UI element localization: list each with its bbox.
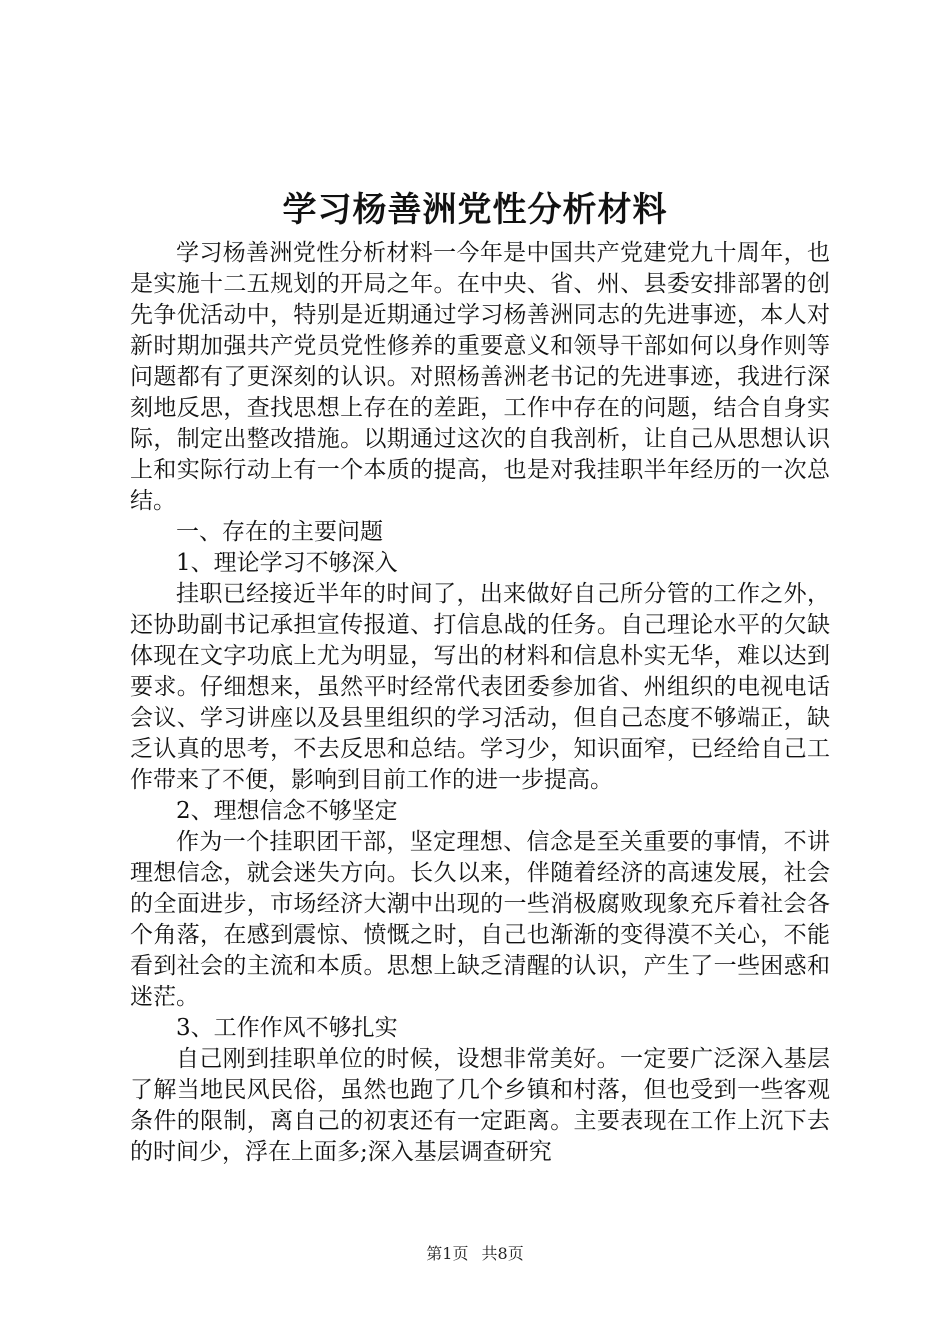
- section-heading-problems: 一、存在的主要问题: [176, 519, 383, 545]
- subheading-work-style: 3、工作作风不够扎实: [176, 1015, 398, 1041]
- paragraph-ideals-belief: 作为一个挂职团干部，坚定理想、信念是至关重要的事情，不讲理想信念，就会迷失方向。长久以来，伴随着经济的高速发展，社会的全面进步，市场经济大潮中出现的一些消极腐败现象充斥着社会各个角落，在感到震惊、愤慨之时，自己也渐渐的变得漠不关心，不能看到社会的主流和本质。思想上缺乏清醒的认识，产生了一些困惑和迷茫。: [130, 829, 830, 1010]
- page-number-total: 共8页: [481, 1244, 524, 1263]
- page-footer: [0, 1243, 950, 1265]
- page-number-current: 第1页: [426, 1244, 469, 1263]
- subheading-theory-study: 1、理论学习不够深入: [176, 550, 398, 576]
- intro-paragraph: 学习杨善洲党性分析材料一今年是中国共产党建党九十周年，也是实施十二五规划的开局之年。在中央、省、州、县委安排部署的创先争优活动中，特别是近期通过学习杨善洲同志的先进事迹，本人对新时期加强共产党员党性修养的重要意义和领导干部如何以身作则等问题都有了更深刻的认识。对照杨善洲老书记的先进事迹，我进行深刻地反思，查找思想上存在的差距，工作中存在的问题，结合自身实际，制定出整改措施。以期通过这次的自我剖析，让自己从思想认识上和实际行动上有一个本质的提高，也是对我挂职半年经历的一次总结。: [130, 240, 830, 514]
- document-title: 学习杨善洲党性分析材料: [282, 190, 668, 230]
- document-body: [130, 238, 830, 1168]
- paragraph-theory-study: 挂职已经接近半年的时间了，出来做好自己所分管的工作之外，还协助副书记承担宣传报道、打信息战的任务。自己理论水平的欠缺体现在文字功底上尤为明显，写出的材料和信息朴实无华，难以达到要求。仔细想来，虽然平时经常代表团委参加省、州组织的电视电话会议、学习讲座以及县里组织的学习活动，但自己态度不够端正，缺乏认真的思考，不去反思和总结。学习少，知识面窄，已经给自己工作带来了不便，影响到目前工作的进一步提高。: [130, 581, 830, 793]
- subheading-ideals-belief: 2、理想信念不够坚定: [176, 798, 398, 824]
- paragraph-work-style: 自己刚到挂职单位的时候，设想非常美好。一定要广泛深入基层了解当地民风民俗，虽然也跑了几个乡镇和村落，但也受到一些客观条件的限制，离自己的初衷还有一定距离。主要表现在工作上沉下去的时间少，浮在上面多;深入基层调查研究: [130, 1046, 830, 1165]
